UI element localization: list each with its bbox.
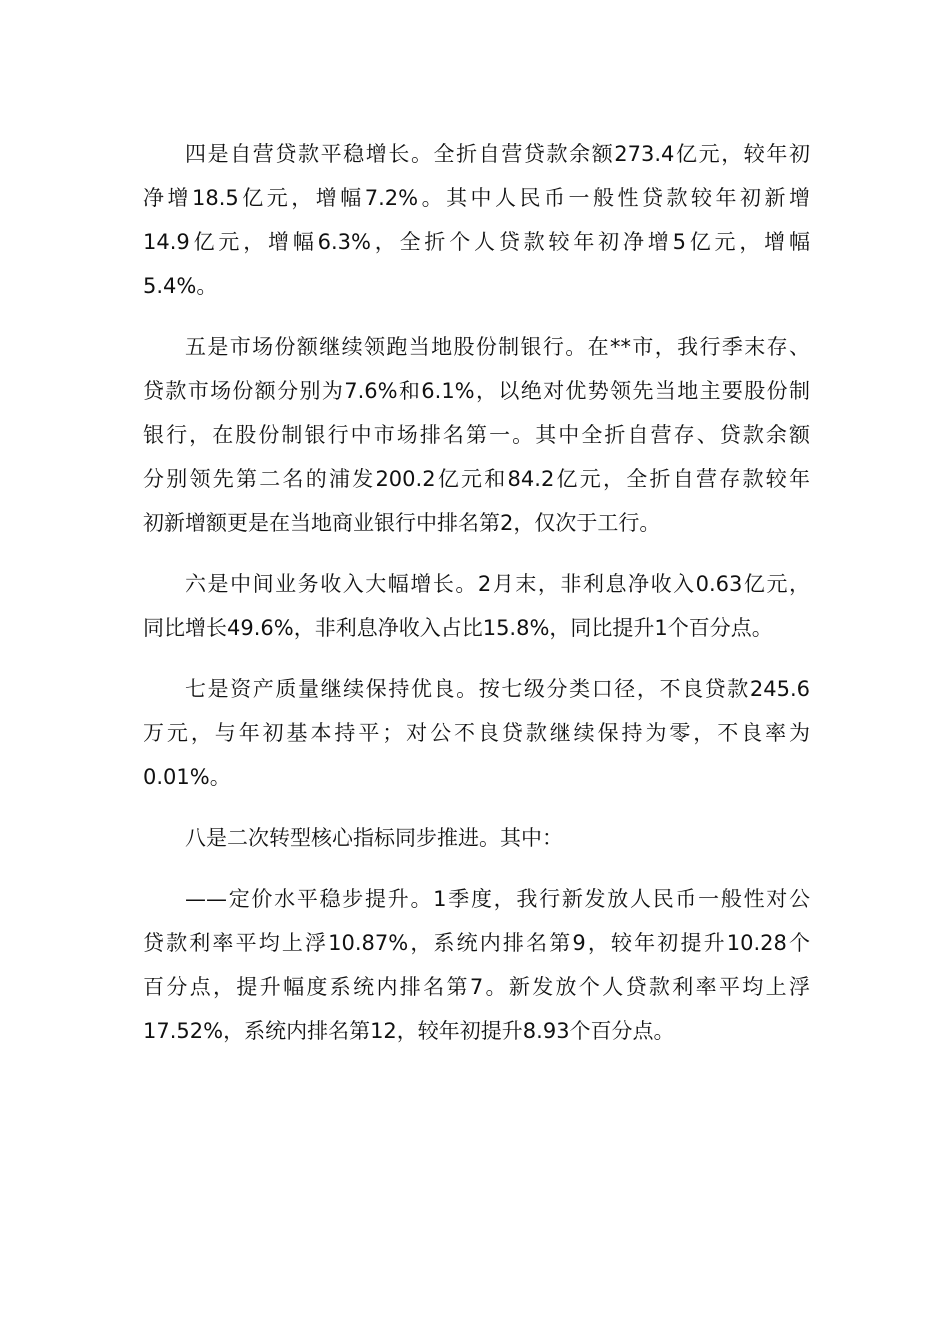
paragraph-line: 贷款市场份额分别为7.6%和6.1%，以绝对优势领先当地主要股份制 [143,379,810,403]
paragraph-line: 八是二次转型核心指标同步推进。其中： [185,826,563,850]
paragraph-self-operated-loans [143,132,810,308]
paragraph-line: 净增18.5亿元，增幅7.2%。其中人民币一般性贷款较年初新增 [143,186,810,210]
paragraph-line: ——定价水平稳步提升。1季度，我行新发放人民币一般性对公 [185,887,810,911]
paragraph-line: 五是市场份额继续领跑当地股份制银行。在**市，我行季末存、 [185,335,810,359]
paragraph-line: 贷款利率平均上浮10.87%，系统内排名第9，较年初提升10.28个 [143,931,810,955]
paragraph-line: 分别领先第二名的浦发200.2亿元和84.2亿元，全折自营存款较年 [143,467,810,491]
paragraph-line: 同比增长49.6%，非利息净收入占比15.8%，同比提升1个百分点。 [143,616,773,640]
paragraph-line: 初新增额更是在当地商业银行中排名第2，仅次于工行。 [143,511,661,535]
paragraph-spacer [143,308,810,325]
paragraph-line: 七是资产质量继续保持优良。按七级分类口径，不良贷款245.6 [185,677,810,701]
paragraph-line: 0.01%。 [143,765,231,789]
paragraph-pricing-level [143,877,810,1053]
paragraph-line: 14.9亿元，增幅6.3%，全折个人贷款较年初净增5亿元，增幅 [143,230,810,254]
paragraph-spacer [143,860,810,877]
paragraph-line: 四是自营贷款平稳增长。全折自营贷款余额273.4亿元，较年初 [185,142,810,166]
paragraph-spacer [143,650,810,667]
paragraph-transformation-indicators [143,816,810,860]
paragraph-spacer [143,545,810,562]
document-body [143,132,810,1053]
paragraph-line: 17.52%，系统内排名第12，较年初提升8.93个百分点。 [143,1019,675,1043]
paragraph-line: 百分点，提升幅度系统内排名第7。新发放个人贷款利率平均上浮 [143,975,810,999]
paragraph-spacer [143,799,810,816]
paragraph-line: 5.4%。 [143,274,218,298]
paragraph-line: 六是中间业务收入大幅增长。2月末，非利息净收入0.63亿元， [185,572,810,596]
paragraph-line: 万元，与年初基本持平；对公不良贷款继续保持为零，不良率为 [143,721,810,745]
paragraph-line: 银行，在股份制银行中市场排名第一。其中全折自营存、贷款余额 [143,423,810,447]
paragraph-asset-quality [143,667,810,799]
paragraph-market-share [143,325,810,545]
paragraph-intermediary-income [143,562,810,650]
